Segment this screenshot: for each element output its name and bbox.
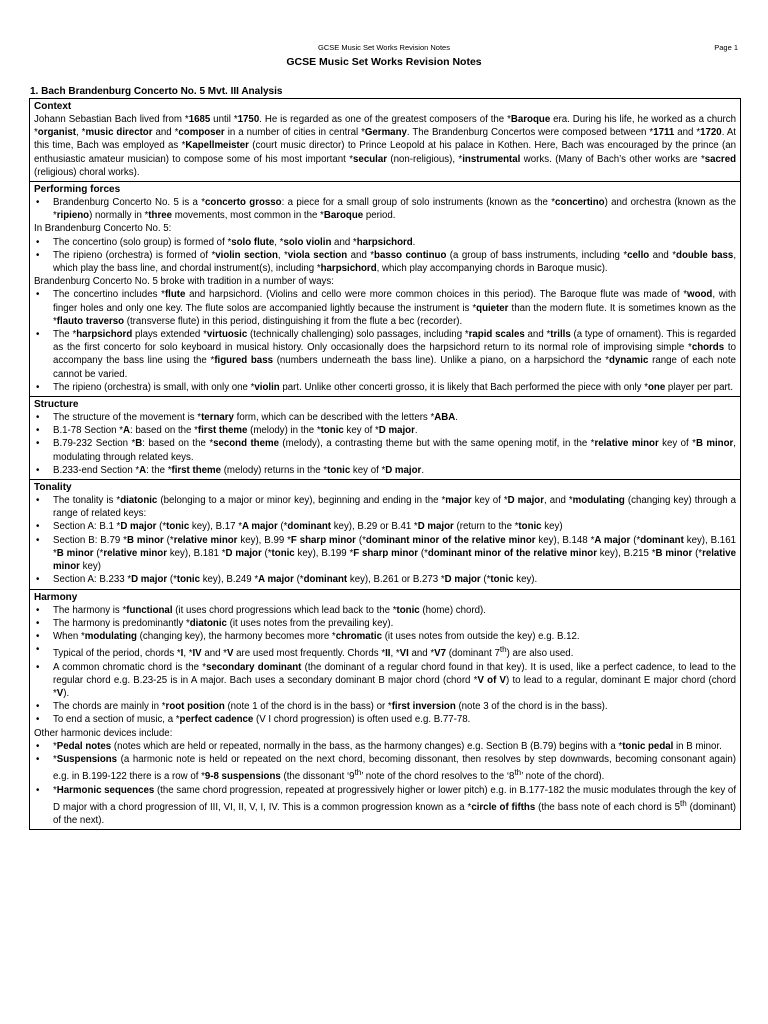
list-item-text: The ripieno (orchestra) is small, with only one *violin part. Unlike other concerti grosso, it is likely that Bach performed the piece with only *one player per part. [53,381,734,393]
bullet-icon: • [36,425,40,437]
list-item-text: Section A: B.1 *D major (*tonic key), B.17 *A major (*dominant key), B.29 or B.41 *D major (return to the *tonic key) [53,521,563,533]
bullet-icon: • [36,329,40,341]
list-item-text: The structure of the movement is *ternary form, which can be described with the letters *ABA. [53,412,458,424]
list-item [34,520,736,533]
list-item [34,288,736,328]
list-item-text: Typical of the period, chords *I, *IV and *V are used most frequently. Chords *II, *VI and *V7 (dominant 7th) are also used. [53,645,574,660]
bullet-icon: • [36,289,40,301]
list-item [34,753,736,784]
list-item [34,424,736,437]
bullet-icon: • [36,534,40,546]
bullet-icon: • [36,495,40,507]
bullet-icon: • [36,604,40,616]
bullet-icon: • [36,661,40,673]
list-item [34,740,736,753]
list-item-text: *Suspensions (a harmonic note is held or repeated on the next chord, becoming dissonant, then resolves by step downwards, becoming consonant again) e.g. in B.199-122 there is a row of *9-8 suspensions (the dissonant ‘9th’ note of the chord resolves to the ‘8th’ note of the chord). [53,753,736,783]
section-tonality [30,480,740,589]
bullet-icon: • [36,753,40,765]
list-item-text: Section A: B.233 *D major (*tonic key), B.249 *A major (*dominant key), B.261 or B.273 *D major (*tonic key). [53,574,538,586]
list-item [34,643,736,660]
running-header [0,43,768,55]
bullet-icon: • [36,714,40,726]
section-context [30,99,740,182]
bullet-list [34,411,736,477]
bullet-icon: • [36,617,40,629]
list-item [34,617,736,630]
section-title: Context [34,101,72,112]
list-item [34,381,736,394]
list-item [34,661,736,701]
list-item-text: The tonality is *diatonic (belonging to a major or minor key), beginning and ending in the *major key of *D major, and *modulating (changing key) through a range of related keys: [53,495,736,520]
list-item-text: The concertino (solo group) is formed of *solo flute, *solo violin and *harpsichord. [53,236,416,248]
list-item-text: Brandenburg Concerto No. 5 is a *concerto grosso: a piece for a small group of solo instruments (known as the *concertino) and orchestra (known as the *ripieno) normally in *three movements, most common in the *Baroque period. [53,197,737,222]
section-harmony [30,590,740,830]
page-number: Page 1 [714,43,738,52]
list-item [34,784,736,828]
notes-table [29,98,741,830]
bullet-icon: • [36,412,40,424]
bullet-icon: • [36,464,40,476]
list-item [34,713,736,726]
bullet-list [34,494,736,586]
list-item-text: The chords are mainly in *root position (note 1 of the chord is in the bass) or *first inversion (note 3 of the chord is in the bass). [53,701,608,713]
bullet-list [34,236,736,276]
list-item-text: A common chromatic chord is the *secondary dominant (the dominant of a regular chord found in that key). It is used, like a perfect cadence, to lead to the regular chord e.g. B.23-25 is in A major. Bach uses a secondary dominant B major chord (chord *V of V) to lead to a regular, dominant E major chord (chord *V). [53,661,737,699]
list-item [34,604,736,617]
list-item [34,328,736,381]
list-item-text: B.233-end Section *A: the *first theme (melody) returns in the *tonic key of *D major. [53,464,425,476]
list-item [34,249,736,275]
bullet-icon: • [36,574,40,586]
paragraph: In Brandenburg Concerto No. 5: [34,223,172,235]
document-title: GCSE Music Set Works Revision Notes [286,56,482,68]
bullet-icon: • [36,784,40,796]
list-item [34,437,736,463]
list-item-text: To end a section of music, a *perfect cadence (V I chord progression) is often used e.g. B.77-78. [53,714,471,726]
bullet-icon: • [36,438,40,450]
list-item [34,411,736,424]
list-item-text: B.79-232 Section *B: based on the *second theme (melody), a contrasting theme but with the same opening motif, in the *relative minor key of *B minor, modulating through related keys. [53,438,736,463]
list-item-text: *Pedal notes (notes which are held or repeated, normally in the bass, as the harmony changes) e.g. Section B (B.79) begins with a *tonic pedal in B minor. [53,740,722,752]
bullet-list [34,604,736,727]
paragraph: Other harmonic devices include: [34,727,173,739]
section-title: Harmony [34,591,78,603]
bullet-icon: • [36,197,40,209]
list-item [34,494,736,520]
bullet-list [34,740,736,828]
list-item-text: When *modulating (changing key), the harmony becomes more *chromatic (it uses notes from outside the key) e.g. B.12. [53,630,580,642]
list-item [34,573,736,586]
bullet-icon: • [36,249,40,261]
list-item-text: The harmony is *functional (it uses chord progressions which lead back to the *tonic (home) chord). [53,604,486,616]
list-item-text: Section B: B.79 *B minor (*relative minor key), B.99 *F sharp minor (*dominant minor of the relative minor key), B.148 *A major (*dominant key), B.161 *B minor (*relative minor key), B.181 *D major (*tonic key), B.199 *F sharp minor (*dominant minor of the relative minor key), B.215 *B minor (*relative minor key) [53,534,736,573]
list-item [34,196,736,222]
bullet-icon: • [36,644,40,656]
list-item-text: B.1-78 Section *A: based on the *first theme (melody) in the *tonic key of *D major. [53,425,418,437]
section-title: Tonality [34,482,72,494]
list-item-text: The *harpsichord plays extended *virtuosic (technically challenging) solo passages, including *rapid scales and *trills (a type of ornament). This is regarded as the first concerto for solo keyboard in musical history. Only occasionally does the harpsichord return to its normal role of improvising simple *chords to accompany the bass line using the *figured bass (numbers underneath the bass line). Unlike a piano, on a harpsichord the *dynamic range of each note cannot be varied. [53,329,737,380]
list-item [34,464,736,477]
section-heading: 1. Bach Brandenburg Concerto No. 5 Mvt. III Analysis [30,86,283,97]
list-item [34,630,736,643]
list-item-text: *Harmonic sequences (the same chord progression, repeated at progressively higher or lower pitch) e.g. in B.177-182 the music modulates through the key of D major with a chord progression of III, VI, II, V, I, IV. This is a common progression known as a *circle of fifths (the bass note of each chord is 5th (dominant) of the next). [53,784,737,827]
list-item-text: The harmony is predominantly *diatonic (it uses notes from the prevailing key). [53,617,394,629]
list-item [34,534,736,574]
list-item [34,236,736,249]
bullet-list [34,288,736,394]
bullet-icon: • [36,381,40,393]
bullet-icon: • [36,236,40,248]
bullet-icon: • [36,701,40,713]
paragraph: Brandenburg Concerto No. 5 broke with tradition in a number of ways: [34,276,334,288]
list-item [34,700,736,713]
bullet-icon: • [36,521,40,533]
bullet-icon: • [36,630,40,642]
paragraph: Johann Sebastian Bach lived from *1685 until *1750. He is regarded as one of the greatest composers of the *Baroque era. During his life, he worked as a church *organist, *music director and *composer in a number of cities in central *Germany. The Brandenburg Concertos were composed between *1711 and *1720. At this time, Bach was employed as *Kapellmeister (court music director) to Prince Leopold at his palace in Kothen. Here, Bach was encouraged by the prince (an enthusiastic amateur musician) to compose some of his most important *secular (non-religious), *instrumental works. (Many of Bach’s other works are *sacred (religious) choral works). [34,114,737,178]
bullet-list [34,196,736,222]
section-performing-forces [30,182,740,397]
section-structure [30,397,740,480]
section-title: Performing forces [34,184,121,196]
section-title: Structure [34,399,79,411]
running-title: GCSE Music Set Works Revision Notes [318,43,450,52]
bullet-icon: • [36,740,40,752]
list-item-text: The ripieno (orchestra) is formed of *violin section, *viola section and *basso continuo (a group of bass instruments, including *cello and *double bass, which play the bass line, and chordal instrument(s), including *harpsichord, which play accompanying chords in Baroque music). [53,249,737,275]
list-item-text: The concertino includes *flute and harpsichord. (Violins and cello were more common choices in this period). The Baroque flute was made of *wood, with finger holes and only one key. The flute solos are accompanied lightly because the instrument is *quieter than the modern flute. It is sometimes known as the *flauto traverso (transverse flute) in this period, distinguishing it from the flute a bec (recorder). [53,289,736,327]
